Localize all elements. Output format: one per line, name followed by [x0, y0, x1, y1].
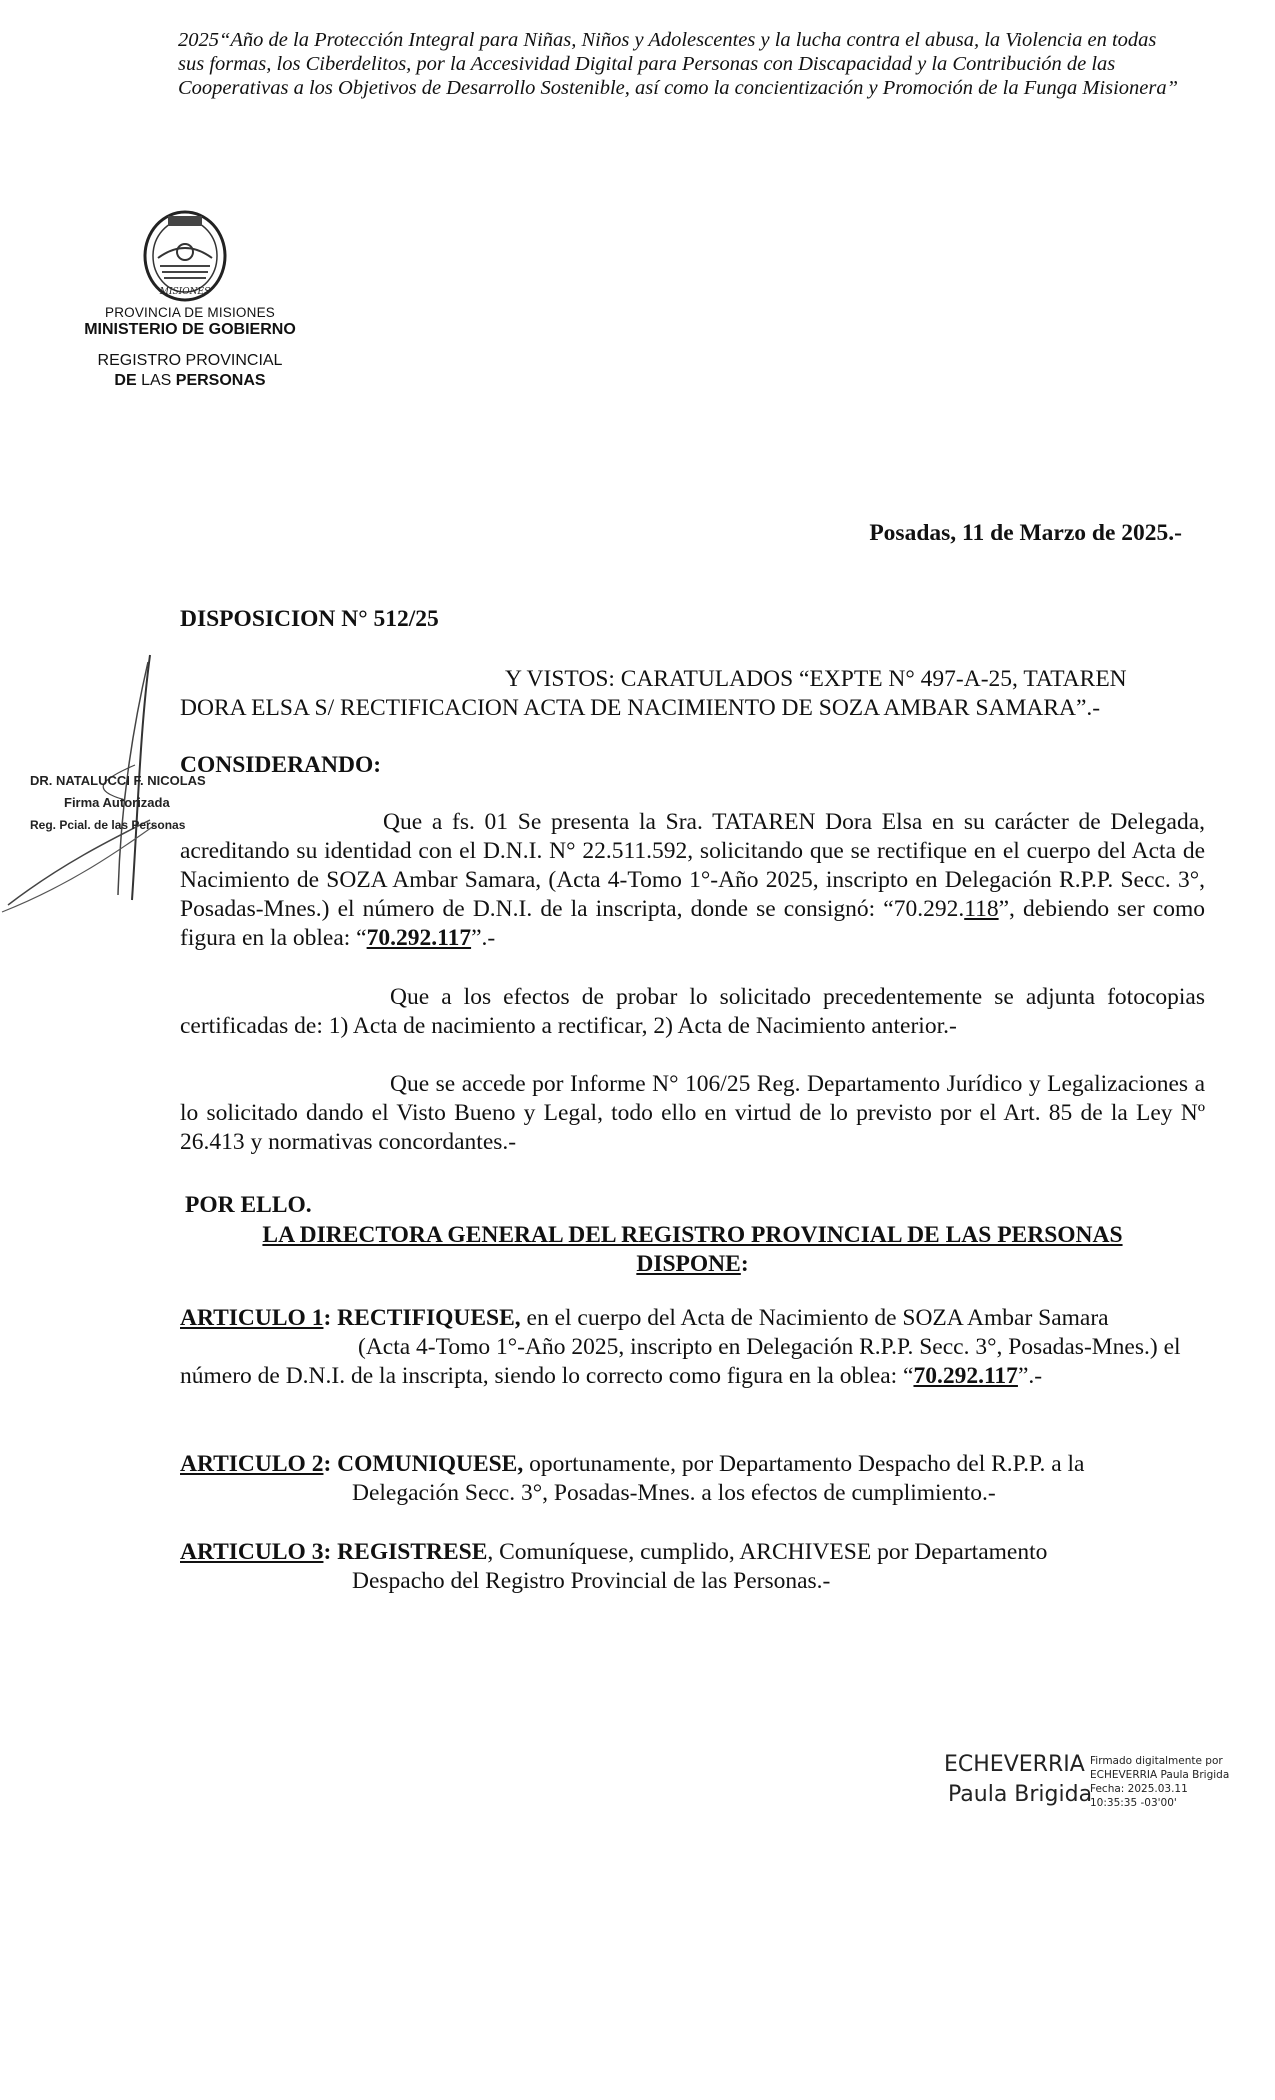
- article-1-line1: en el cuerpo del Acta de Nacimiento de SOZA Ambar Samara: [520, 1305, 1109, 1331]
- article-3-line1: , Comuníquese, cumplido, ARCHIVESE por Departamento: [487, 1539, 1048, 1565]
- authorization-stamp: [30, 770, 260, 836]
- p1-mid: ”, debiendo ser como figura en la oblea: “: [180, 896, 1205, 951]
- considerando-paragraph-2: [180, 983, 1205, 1041]
- org-registry-de: DE: [114, 372, 137, 389]
- article-1-verb: RECTIFIQUESE,: [337, 1305, 521, 1331]
- header-motto: 2025“Año de la Protección Integral para Niñas, Niños y Adolescentes y la lucha contra el abusa, la Violencia en todas sus formas, los Ciberdelitos, por la Accesividad Digital para Personas con Discapacidad y la Contribución de las Cooperativas a los Objetivos de Desarrollo Sostenible, así como la concientización y Promoción de la Funga Misionera”: [178, 29, 1179, 99]
- article-2-rest: Delegación Secc. 3°, Posadas-Mnes. a los efectos de cumplimiento.-: [352, 1480, 996, 1506]
- directora-block: [180, 1221, 1205, 1279]
- directora-title: LA DIRECTORA GENERAL DEL REGISTRO PROVINCIAL DE LAS PERSONAS: [262, 1222, 1123, 1248]
- esig-name-line1: ECHEVERRIA: [944, 1752, 1085, 1777]
- p1-main: Que a fs. 01 Se presenta la Sra. TATAREN Dora Elsa en su carácter de Delegada, acreditando su identidad con el D.N.I. N° 22.511.592, solicitando que se rectifique en el cuerpo del Acta de Nacimiento de SOZA Ambar Samara, (Acta 4-Tomo 1°-Año 2025, inscripto en Delegación R.P.P. Secc. 3°, Posadas-Mnes.) el número de D.N.I. de la inscripta, donde se consignó: “70.292.: [180, 809, 1205, 922]
- org-registry-las: LAS: [136, 372, 176, 389]
- considerando-heading: CONSIDERANDO:: [180, 752, 382, 778]
- p1-correct-number: 70.292.117: [366, 925, 472, 951]
- vistos-paragraph: [180, 665, 1205, 723]
- article-1-rest: (Acta 4-Tomo 1°-Año 2025, inscripto en Delegación R.P.P. Secc. 3°, Posadas-Mnes.) el número de D.N.I. de la inscripta, siendo lo correcto como figura en la oblea: “: [180, 1334, 1181, 1389]
- org-ministry: MINISTERIO DE GOBIERNO: [84, 321, 296, 338]
- org-registry-line2: [70, 372, 310, 390]
- dispone-colon: :: [740, 1251, 749, 1277]
- considerando-paragraph-1: [180, 808, 1205, 953]
- dispone-label: DISPONE: [636, 1251, 741, 1277]
- article-2-label: ARTICULO 2: [180, 1451, 324, 1477]
- stamp-role: Firma Autorizada: [64, 795, 170, 810]
- seal-text: MISIONES: [159, 287, 211, 297]
- article-3: ARTICULO 3: REGISTRESE, Comuníquese, cumplido, ARCHIVESE por Departamento Despacho del Registro Provincial de las Personas.-: [180, 1538, 1205, 1596]
- article-1-number: 70.292.117: [913, 1363, 1018, 1389]
- vistos-line2: DORA ELSA S/ RECTIFICACION ACTA DE NACIMIENTO DE SOZA AMBAR SAMARA”.-: [180, 695, 1101, 721]
- article-1-end: ”.-: [1017, 1363, 1043, 1389]
- esig-details: [1090, 1754, 1260, 1810]
- esig-name-line2: Paula Brigida: [948, 1782, 1093, 1807]
- article-2-line1: oportunamente, por Departamento Despacho del R.P.P. a la: [523, 1451, 1085, 1477]
- considerando-paragraph-3: [180, 1070, 1205, 1157]
- provincial-seal-icon: [140, 208, 230, 304]
- esig-detail-3: Fecha: 2025.03.11: [1090, 1783, 1188, 1795]
- org-province: PROVINCIA DE MISIONES: [105, 305, 275, 320]
- document-date: Posadas, 11 de Marzo de 2025.-: [869, 520, 1182, 546]
- p2-text: Que a los efectos de probar lo solicitado precedentemente se adjunta fotocopias certificadas de: 1) Acta de nacimiento a rectificar, 2) Acta de Nacimiento anterior.-: [180, 984, 1205, 1039]
- esig-detail-1: Firmado digitalmente por: [1090, 1755, 1223, 1767]
- article-3-verb: REGISTRESE: [337, 1539, 488, 1565]
- disposicion-number: DISPOSICION N° 512/25: [180, 606, 439, 632]
- digital-signature: [944, 1752, 1244, 1822]
- vistos-line1: Y VISTOS: CARATULADOS “EXPTE N° 497-A-25, TATAREN: [505, 666, 1127, 692]
- org-registry: REGISTRO PROVINCIAL: [97, 352, 283, 369]
- p3-text: Que se accede por Informe N° 106/25 Reg. Departamento Jurídico y Legalizaciones a lo solicitado dando el Visto Bueno y Legal, todo ello en virtud de lo previsto por el Art. 85 de la Ley Nº 26.413 y normativas concordantes.-: [180, 1071, 1205, 1155]
- article-2: ARTICULO 2: COMUNIQUESE, oportunamente, por Departamento Despacho del R.P.P. a la Delegación Secc. 3°, Posadas-Mnes. a los efectos de cumplimiento.-: [180, 1450, 1205, 1508]
- article-1-label: ARTICULO 1: [180, 1305, 324, 1331]
- article-1: ARTICULO 1: RECTIFIQUESE, en el cuerpo del Acta de Nacimiento de SOZA Ambar Samara (Acta 4-Tomo 1°-Año 2025, inscripto en Delegación R.P.P. Secc. 3°, Posadas-Mnes.) el número de D.N.I. de la inscripta, siendo lo correcto como figura en la oblea: “70.292.117”.-: [180, 1305, 1181, 1389]
- org-registry-personas: PERSONAS: [175, 372, 266, 389]
- stamp-office: Reg. Pcial. de las Personas: [30, 818, 186, 832]
- article-3-label: ARTICULO 3: [180, 1539, 324, 1565]
- esig-detail-2: ECHEVERRIA Paula Brigida: [1090, 1769, 1230, 1781]
- por-ello: POR ELLO.: [185, 1192, 312, 1218]
- esig-detail-4: 10:35:35 -03'00': [1090, 1797, 1177, 1809]
- p1-wrong-number: 118: [964, 896, 999, 922]
- article-2-verb: COMUNIQUESE,: [337, 1451, 524, 1477]
- p1-end: ”.-: [471, 925, 496, 951]
- article-3-rest: Despacho del Registro Provincial de las Personas.-: [352, 1568, 831, 1594]
- stamp-name: DR. NATALUCCI F. NICOLAS: [30, 773, 206, 788]
